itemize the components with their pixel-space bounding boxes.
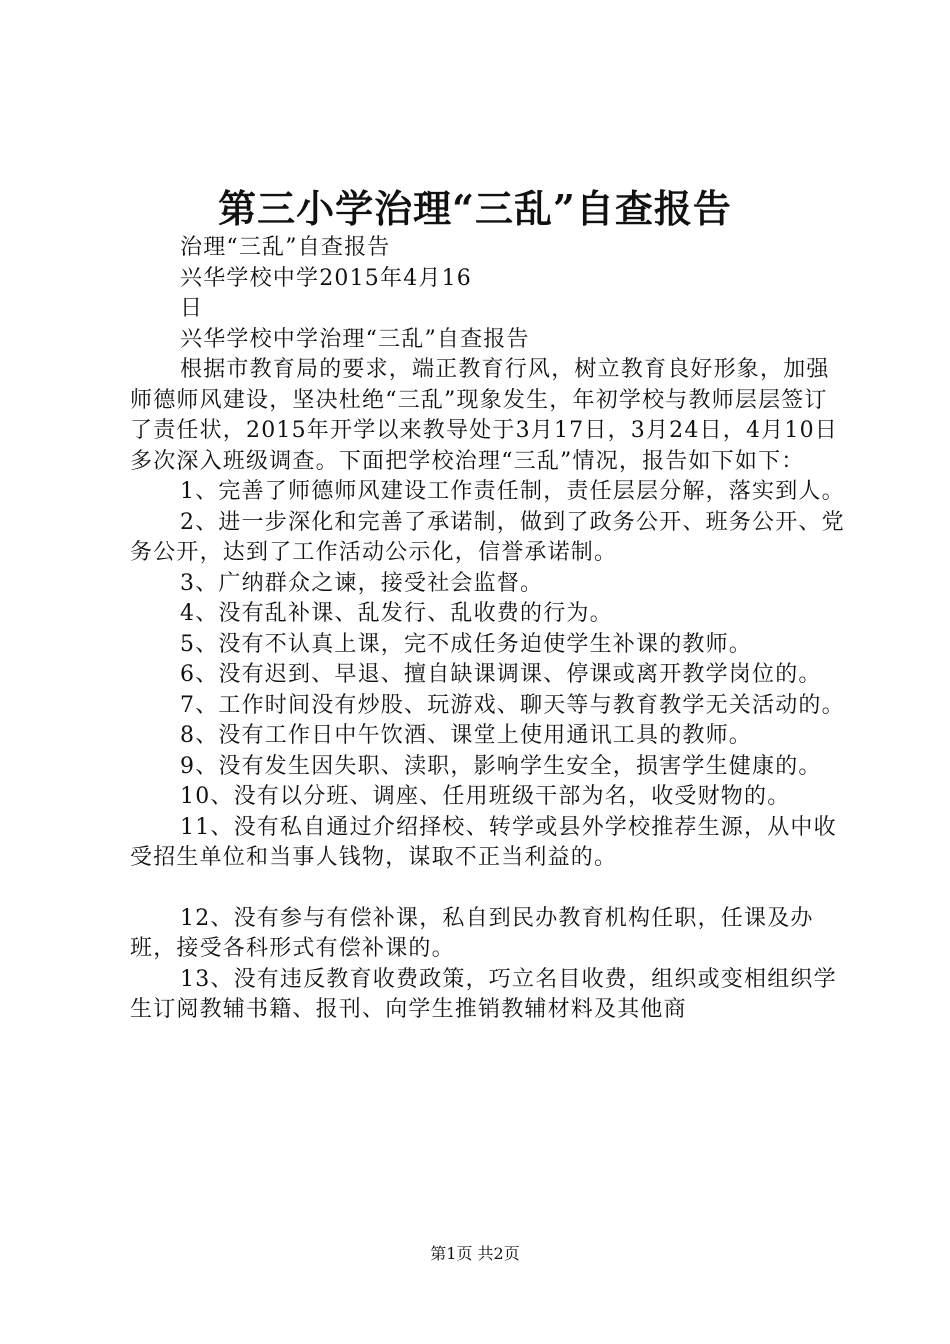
paragraph: 7、工作时间没有炒股、玩游戏、聊天等与教育教学无关活动的。 [180,692,845,718]
paragraph: 1、完善了师德师风建设工作责任制，责任层层分解，落实到人。 [180,479,845,504]
paragraph: 6、没有迟到、早退、擅自缺课调课、停课或离开教学岗位的。 [180,662,822,687]
header-line: 治理“三乱”自查报告 [180,235,391,260]
page-footer: 第1页 共2页 [430,1244,520,1263]
paragraph: 根据市教育局的要求，端正教育行风，树立教育良好形象，加强师德师风建设，坚决杜绝“三乱”现象发生，年初学校与教师层层签订了责任状，2015年开学以来教导处于3月17日，3月24日，4月10日多次深入班级调查。下面把学校治理“三乱”情况，报告如下如下： [130,357,838,474]
document-body [130,233,846,1026]
paragraph: 2、进一步深化和完善了承诺制，做到了政务公开、班务公开、党务公开，达到了工作活动公示化，信誉承诺制。 [130,509,845,565]
paragraph: 11、没有私自通过介绍择校、转学或县外学校推荐生源，从中收受招生单位和当事人钱物，谋取不正当利益的。 [130,814,837,870]
paragraph: 4、没有乱补课、乱发行、乱收费的行为。 [180,601,613,626]
paragraph: 10、没有以分班、调座、任用班级干部为名，收受财物的。 [180,784,791,809]
header-line: 日 [180,296,204,321]
page-title: 第三小学治理“三乱”自查报告 [218,186,732,231]
paragraph: 3、广纳群众之谏，接受社会监督。 [180,570,544,596]
header-line: 兴华学校中学治理“三乱”自查报告 [180,326,530,352]
paragraph: 9、没有发生因失职、渎职，影响学生安全，损害学生健康的。 [180,753,822,779]
paragraph: 13、没有违反教育收费政策，巧立名目收费，组织或变相组织学生订阅教辅书籍、报刊、向学生推销教辅材料及其他商 [130,966,837,1022]
paragraph: 5、没有不认真上课，完不成任务迫使学生补课的教师。 [180,631,752,657]
header-line: 兴华学校中学2015年4月16 [180,265,472,291]
paragraph: 8、没有工作日中午饮酒、课堂上使用通讯工具的教师。 [180,723,752,748]
paragraph: 12、没有参与有偿补课，私自到民办教育机构任职，任课及办班，接受各科形式有偿补课的。 [130,905,814,961]
